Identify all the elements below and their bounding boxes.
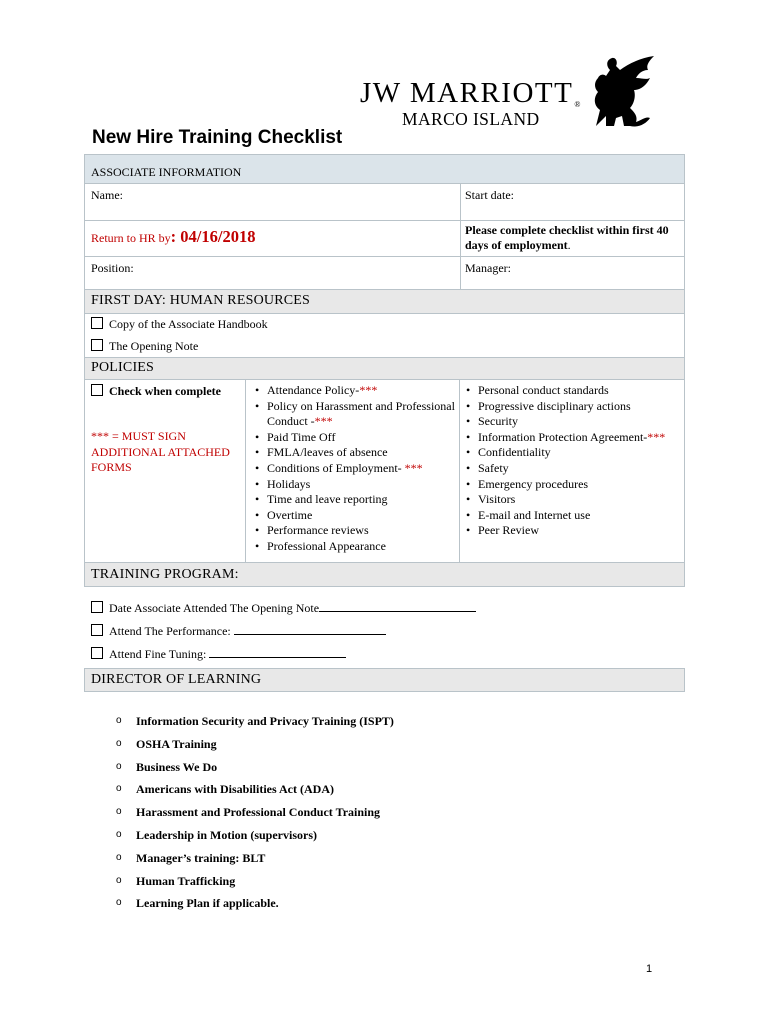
page-number: 1	[646, 963, 653, 975]
checkbox[interactable]	[91, 384, 103, 396]
first-day-item[interactable]	[91, 317, 268, 332]
policy-item	[255, 461, 455, 477]
first-day-items	[84, 313, 685, 358]
blank-line[interactable]	[234, 623, 386, 635]
logo-location: MARCO ISLAND	[402, 109, 540, 129]
policy-item-text: Paid Time Off	[267, 429, 336, 444]
complete-note-cell	[460, 220, 685, 257]
position-cell[interactable]	[84, 256, 461, 290]
associate-info-header	[84, 154, 685, 184]
policy-item	[466, 414, 684, 430]
checkbox[interactable]	[91, 624, 103, 636]
training-item-label: Attend The Performance:	[109, 624, 234, 638]
first-day-item-label: Copy of the Associate Handbook	[109, 317, 268, 331]
policy-item-text: Progressive disciplinary actions	[478, 398, 631, 413]
training-item[interactable]	[91, 600, 476, 616]
policy-item-text: Overtime	[267, 507, 313, 522]
policy-item	[255, 477, 455, 493]
blank-line[interactable]	[209, 646, 346, 658]
policy-item-text: Attendance Policy-	[267, 383, 360, 397]
first-day-item[interactable]	[91, 339, 198, 354]
policy-item-text: Confidentiality	[478, 445, 551, 460]
must-sign-mark: ***	[359, 383, 378, 397]
policy-item-text: Policy on Harassment and Professional Conduct -	[267, 398, 455, 429]
checkbox[interactable]	[91, 339, 103, 351]
must-sign-mark: ***	[647, 429, 666, 444]
learning-item: o Manager’s training: BLT	[116, 850, 394, 873]
policy-item-text: Information Protection Agreement-	[478, 429, 648, 444]
policies-list-2	[466, 383, 684, 539]
learning-item: o OSHA Training	[116, 736, 394, 759]
policy-item-text: E-mail and Internet use	[478, 507, 591, 522]
first-day-item-label: The Opening Note	[109, 339, 199, 353]
policies-title: POLICIES	[91, 360, 155, 375]
checkbox[interactable]	[91, 647, 103, 659]
checkbox[interactable]	[91, 317, 103, 329]
policy-item	[466, 399, 684, 415]
return-to-hr-cell	[84, 220, 461, 257]
policy-item	[466, 492, 684, 508]
blank-line[interactable]	[319, 600, 476, 612]
policy-item	[466, 461, 684, 477]
learning-item: o Learning Plan if applicable.	[116, 895, 394, 918]
logo-wordmark	[360, 77, 582, 129]
policy-item-text: Peer Review	[478, 523, 539, 538]
policy-item	[255, 508, 455, 524]
policy-item-text: Personal conduct standards	[478, 383, 609, 397]
policy-item-text: Holidays	[267, 476, 311, 491]
logo-brand: JW MARRIOTT	[360, 77, 574, 109]
manager-label: Manager:	[465, 261, 511, 275]
director-title: DIRECTOR OF LEARNING	[91, 672, 262, 687]
learning-item: o Harassment and Professional Conduct Training	[116, 804, 394, 827]
policy-item	[255, 539, 455, 555]
policy-item	[255, 523, 455, 539]
policy-item-text: Conditions of Employment-	[267, 460, 405, 475]
policy-item-text: Performance reviews	[267, 523, 369, 538]
policy-item-text: Emergency procedures	[478, 476, 589, 491]
policies-header	[84, 357, 685, 380]
check-label: Check when complete	[109, 384, 221, 398]
learning-item: o Information Security and Privacy Training (ISPT)	[116, 713, 394, 736]
policy-item	[255, 492, 455, 508]
learning-item: o Business We Do	[116, 759, 394, 782]
position-label: Position:	[91, 261, 134, 275]
policy-item	[466, 508, 684, 524]
policy-item	[466, 430, 684, 446]
complete-note: Please complete checklist within first 40 days of employment	[465, 223, 669, 252]
policies-check-cell	[84, 379, 246, 563]
policies-col2-cell	[459, 379, 685, 563]
learning-item: o Human Trafficking	[116, 873, 394, 896]
policies-list-1	[255, 383, 455, 555]
policy-item-text: Professional Appearance	[267, 538, 386, 553]
policy-item	[466, 445, 684, 461]
complete-note-period: .	[567, 238, 571, 252]
start-date-label: Start date:	[465, 188, 514, 202]
training-item[interactable]	[91, 623, 386, 639]
start-date-cell[interactable]	[460, 183, 685, 221]
policy-item-text: Safety	[478, 460, 509, 475]
first-day-header	[84, 289, 685, 314]
checkbox[interactable]	[91, 601, 103, 613]
policy-item	[466, 523, 684, 539]
learning-item: o Leadership in Motion (supervisors)	[116, 827, 394, 850]
policy-item-text: Security	[478, 414, 518, 429]
training-item-label: Attend Fine Tuning:	[109, 647, 210, 661]
director-list	[116, 713, 394, 918]
learning-item: o Americans with Disabilities Act (ADA)	[116, 781, 394, 804]
first-day-title: FIRST DAY: HUMAN RESOURCES	[91, 293, 311, 308]
name-cell[interactable]	[84, 183, 461, 221]
training-item[interactable]	[91, 646, 346, 662]
policy-item	[255, 445, 455, 461]
must-sign-mark: ***	[314, 414, 333, 429]
return-date: : 04/16/2018	[170, 227, 256, 246]
check-when-complete[interactable]	[91, 384, 221, 399]
training-title: TRAINING PROGRAM:	[91, 567, 239, 582]
manager-cell[interactable]	[460, 256, 685, 290]
policy-item-text: FMLA/leaves of absence	[267, 445, 388, 460]
policies-col1-cell	[245, 379, 460, 563]
policy-item	[255, 383, 455, 399]
training-item-label: Date Associate Attended The Opening Note	[109, 601, 320, 615]
policy-item	[255, 399, 455, 430]
must-sign-mark: ***	[404, 460, 423, 475]
name-label: Name:	[91, 188, 123, 202]
griffin-logo-icon	[576, 56, 658, 128]
training-header	[84, 562, 685, 587]
policy-item-text: Visitors	[478, 492, 516, 507]
must-sign-note: *** = MUST SIGN ADDITIONAL ATTACHED FORMS	[91, 429, 230, 474]
director-header	[84, 668, 685, 692]
policy-item	[466, 477, 684, 493]
page-title: New Hire Training Checklist	[92, 127, 343, 148]
return-label: Return to HR by	[91, 231, 171, 245]
policy-item-text: Time and leave reporting	[267, 492, 388, 507]
policy-item	[255, 430, 455, 446]
policy-item	[466, 383, 684, 399]
registered-mark: ®	[574, 100, 582, 109]
associate-info-title: ASSOCIATE INFORMATION	[91, 165, 242, 179]
